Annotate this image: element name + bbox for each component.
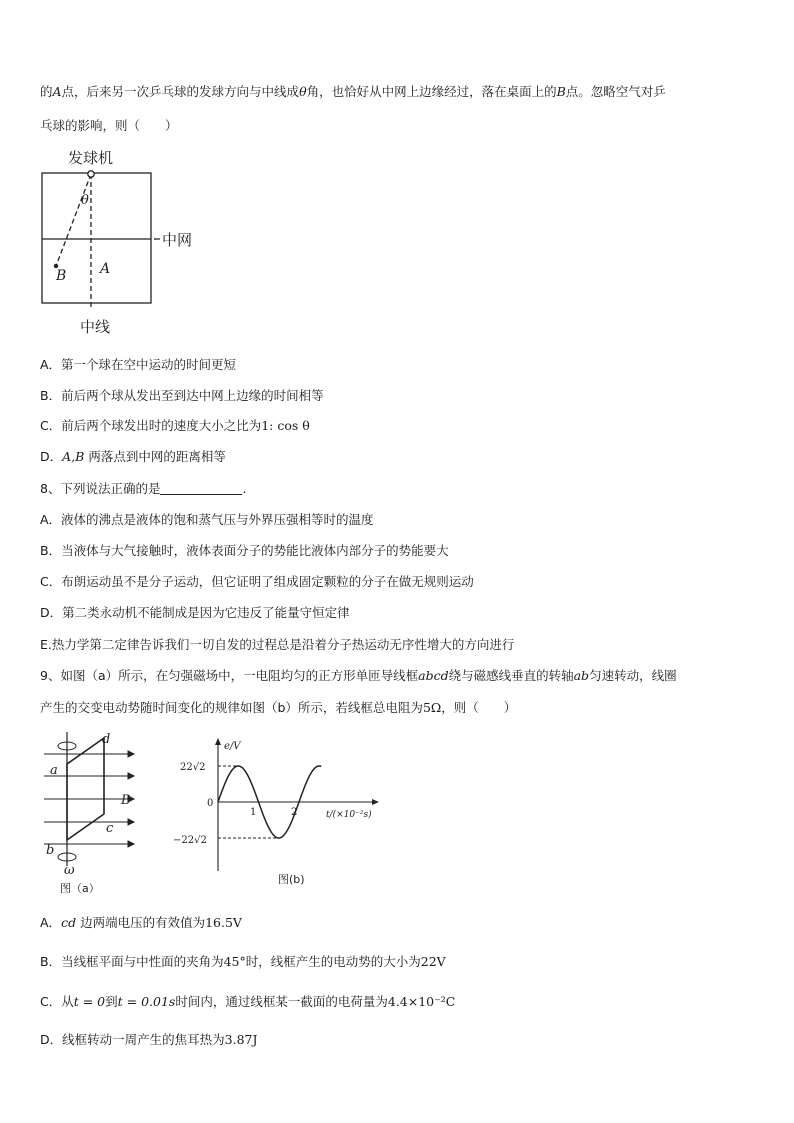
label-a: a [50, 763, 58, 778]
label-A: A [100, 261, 111, 277]
label-b: b [46, 843, 55, 858]
q7-stem-line2: 乓球的影响，则（ ） [40, 118, 178, 133]
caption-b: 图(b) [278, 873, 305, 886]
label-omega: ω [64, 863, 75, 878]
q8-option-b: B．当液体与大气接触时，液体表面分子的势能比液体内部分子的势能要大 [40, 543, 449, 558]
q7-option-a: A．第一个球在空中运动的时间更短 [40, 357, 237, 372]
label-B: B [56, 268, 67, 284]
label-d: d [102, 732, 111, 747]
label-net: 中网 [162, 231, 193, 249]
q7-option-d: D．A,B 两落点到中网的距离相等 [40, 449, 226, 464]
y-axis-label: e/V [224, 741, 241, 752]
serve-path-B [56, 174, 91, 266]
serve-machine-dot [88, 171, 94, 177]
q7-table-figure [38, 146, 208, 338]
xtick-1: 1 [250, 807, 257, 818]
label-machine: 发球机 [68, 149, 114, 167]
q9-figure-a [36, 726, 166, 898]
q9-option-b: B．当线框平面与中性面的夹角为45°时，线框产生的电动势的大小为22V [40, 954, 446, 969]
q8-option-c: C．布朗运动虽不是分子运动，但它证明了组成固定颗粒的分子在做无规则运动 [40, 574, 474, 589]
xtick-2: 2 [291, 807, 298, 818]
q7-option-c: C．前后两个球发出时的速度大小之比为1: cos θ [40, 418, 310, 433]
q9-option-d: D．线框转动一周产生的焦耳热为3.87J [40, 1032, 258, 1047]
q7-stem-line1: 的A点，后来另一次乒乓球的发球方向与中线成θ角，也恰好从中网上边缘经过，落在桌面上的B点。忽略空气对乒 [40, 84, 666, 99]
q8-stem: 8、下列说法正确的是 . [40, 481, 247, 496]
ytick-negative: −22√2 [173, 835, 207, 846]
xtick-0: 0 [207, 798, 214, 809]
q8-option-a: A．液体的沸点是液体的饱和蒸气压与外界压强相等时的温度 [40, 512, 374, 527]
var-theta: θ [299, 84, 307, 99]
var-B: B [556, 84, 566, 99]
x-axis-label: t/(×10⁻²s) [326, 810, 372, 820]
q9-option-c: C．从t = 0到t = 0.01s时间内，通过线框某一截面的电荷量为4.4×10⁻²C [40, 994, 456, 1009]
answer-blank [160, 482, 242, 495]
q9-stem-line2: 产生的交变电动势随时间变化的规律如图（b）所示，若线框总电阻为5Ω，则（ ） [40, 700, 517, 715]
ytick-positive: 22√2 [180, 762, 206, 773]
q7-option-b: B．前后两个球从发出至到达中网上边缘的时间相等 [40, 388, 324, 403]
q8-option-d: D．第二类永动机不能制成是因为它违反了能量守恒定律 [40, 605, 350, 620]
var-A: A [52, 84, 62, 99]
caption-a: 图（a） [60, 882, 100, 895]
label-centerline: 中线 [80, 318, 111, 336]
q8-option-e: E.热力学第二定律告诉我们一切自发的过程总是沿着分子热运动无序性增大的方向进行 [40, 637, 515, 652]
q9-figure-b-chart [170, 735, 390, 887]
label-c: c [106, 821, 114, 836]
q9-stem-line1: 9、如图（a）所示，在匀强磁场中，一电阻均匀的正方形单匝导线框abcd绕与磁感线垂直的转轴ab匀速转动，线圈 [40, 668, 677, 683]
label-theta: θ [81, 193, 89, 208]
q9-option-a: A．cd 边两端电压的有效值为16.5V [40, 915, 242, 930]
label-B-field: B [121, 793, 131, 808]
coil-frame [67, 738, 104, 840]
